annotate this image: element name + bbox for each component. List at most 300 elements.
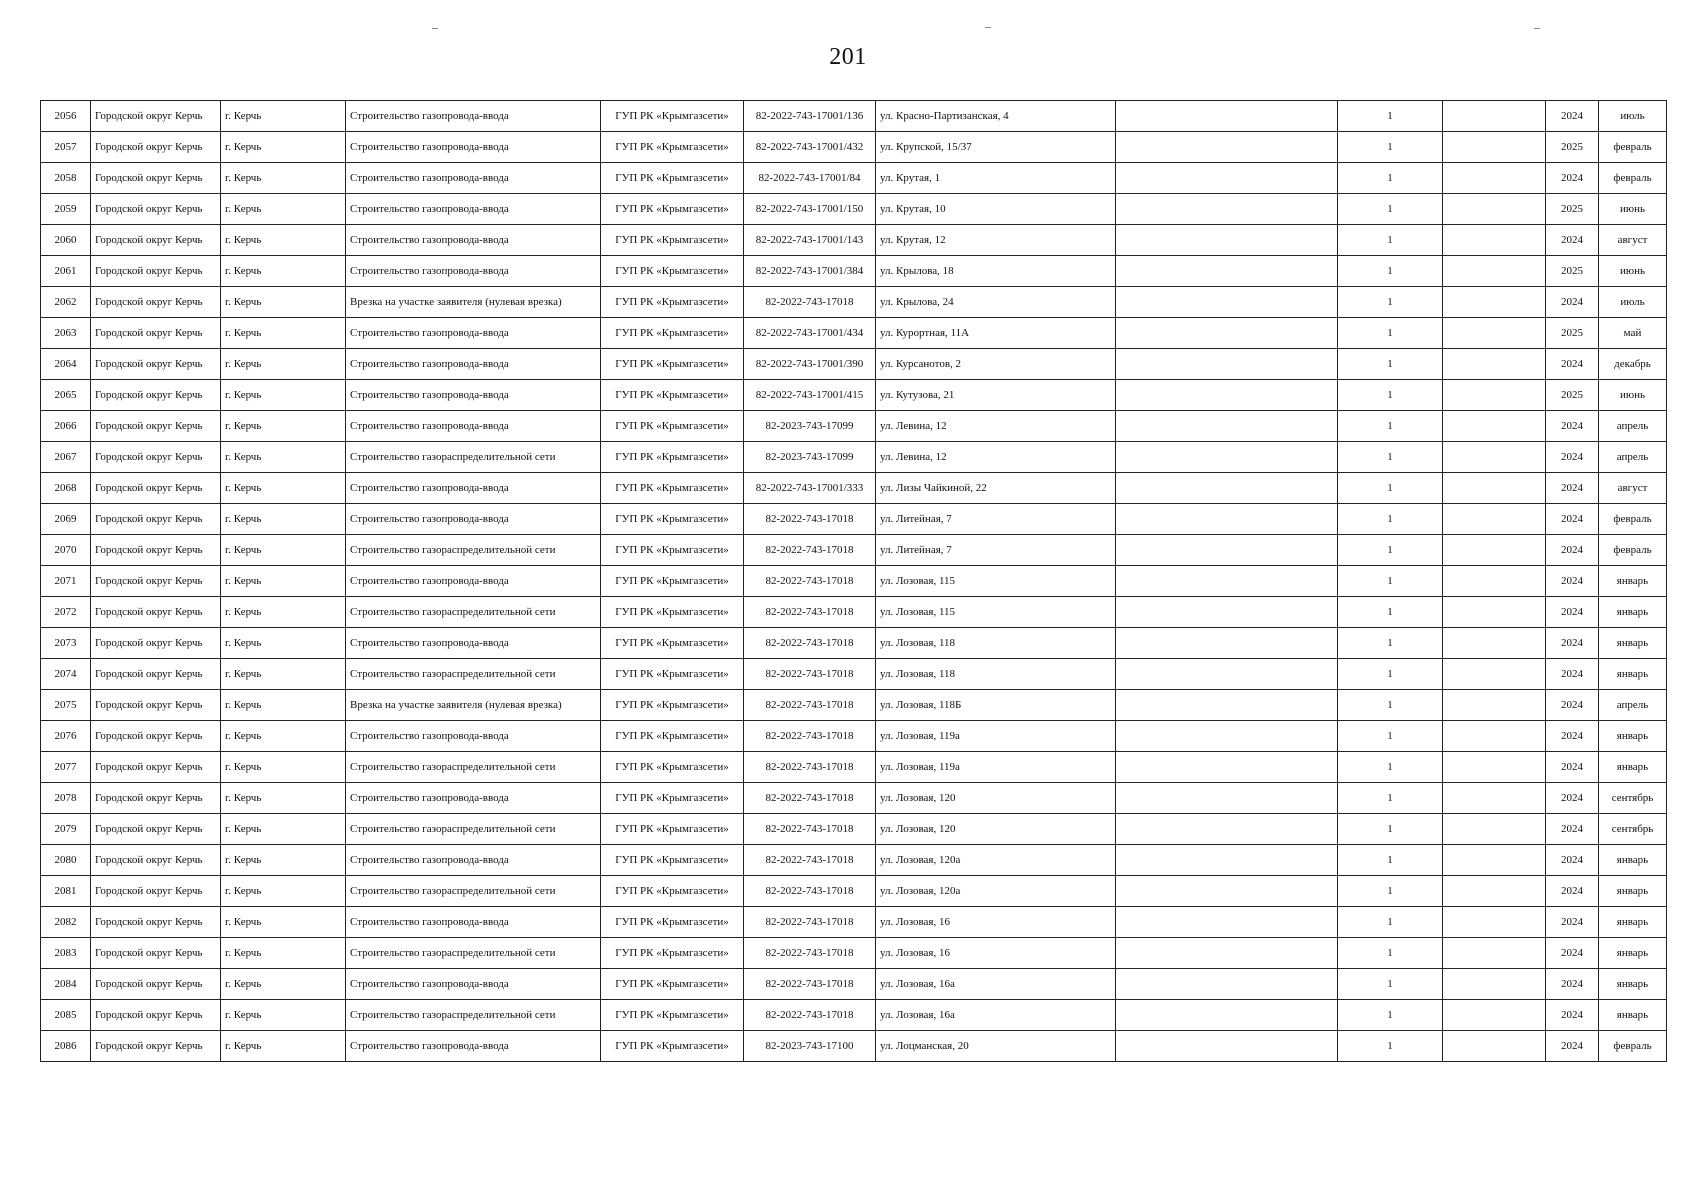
- city-cell: г. Керчь: [221, 504, 346, 535]
- address-cell: ул. Лозовая, 16: [876, 907, 1116, 938]
- organization-cell: ГУП РК «Крымгазсети»: [601, 101, 744, 132]
- row-number: 2085: [41, 1000, 91, 1031]
- month-cell: январь: [1599, 597, 1667, 628]
- quantity-cell: 1: [1338, 690, 1443, 721]
- work-type-cell: Строительство газопровода-ввода: [346, 969, 601, 1000]
- month-cell: август: [1599, 225, 1667, 256]
- quantity-cell: 1: [1338, 504, 1443, 535]
- blank-cell: [1116, 287, 1338, 318]
- organization-cell: ГУП РК «Крымгазсети»: [601, 1000, 744, 1031]
- city-cell: г. Керчь: [221, 876, 346, 907]
- row-number: 2064: [41, 349, 91, 380]
- blank-cell: [1443, 597, 1546, 628]
- blank-cell: [1443, 907, 1546, 938]
- work-type-cell: Строительство газораспределительной сети: [346, 1000, 601, 1031]
- tech-conditions-cell: 82-2022-743-17018: [744, 969, 876, 1000]
- year-cell: 2024: [1546, 659, 1599, 690]
- year-cell: 2024: [1546, 473, 1599, 504]
- city-cell: г. Керчь: [221, 349, 346, 380]
- month-cell: январь: [1599, 566, 1667, 597]
- municipality-cell: Городской округ Керчь: [91, 969, 221, 1000]
- blank-cell: [1443, 659, 1546, 690]
- address-cell: ул. Лизы Чайкиной, 22: [876, 473, 1116, 504]
- municipality-cell: Городской округ Керчь: [91, 194, 221, 225]
- quantity-cell: 1: [1338, 411, 1443, 442]
- address-cell: ул. Лозовая, 115: [876, 597, 1116, 628]
- organization-cell: ГУП РК «Крымгазсети»: [601, 132, 744, 163]
- blank-cell: [1116, 1000, 1338, 1031]
- address-cell: ул. Лозовая, 16: [876, 938, 1116, 969]
- blank-cell: [1443, 287, 1546, 318]
- year-cell: 2024: [1546, 504, 1599, 535]
- work-type-cell: Врезка на участке заявителя (нулевая врезка): [346, 287, 601, 318]
- address-cell: ул. Курсанотов, 2: [876, 349, 1116, 380]
- row-number: 2072: [41, 597, 91, 628]
- work-type-cell: Строительство газораспределительной сети: [346, 752, 601, 783]
- organization-cell: ГУП РК «Крымгазсети»: [601, 659, 744, 690]
- city-cell: г. Керчь: [221, 597, 346, 628]
- address-cell: ул. Крупской, 15/37: [876, 132, 1116, 163]
- address-cell: ул. Литейная, 7: [876, 535, 1116, 566]
- address-cell: ул. Лозовая, 120: [876, 783, 1116, 814]
- table-row: [41, 876, 1667, 907]
- blank-cell: [1116, 907, 1338, 938]
- tech-conditions-cell: 82-2022-743-17018: [744, 721, 876, 752]
- municipality-cell: Городской округ Керчь: [91, 411, 221, 442]
- quantity-cell: 1: [1338, 287, 1443, 318]
- year-cell: 2024: [1546, 597, 1599, 628]
- address-cell: ул. Лозовая, 119а: [876, 721, 1116, 752]
- tech-conditions-cell: 82-2022-743-17001/136: [744, 101, 876, 132]
- year-cell: 2024: [1546, 907, 1599, 938]
- quantity-cell: 1: [1338, 318, 1443, 349]
- blank-cell: [1443, 845, 1546, 876]
- row-number: 2066: [41, 411, 91, 442]
- row-number: 2082: [41, 907, 91, 938]
- work-type-cell: Строительство газораспределительной сети: [346, 442, 601, 473]
- tech-conditions-cell: 82-2022-743-17018: [744, 1000, 876, 1031]
- tech-conditions-cell: 82-2022-743-17018: [744, 597, 876, 628]
- address-cell: ул. Крутая, 10: [876, 194, 1116, 225]
- city-cell: г. Керчь: [221, 1031, 346, 1062]
- year-cell: 2025: [1546, 194, 1599, 225]
- municipality-cell: Городской округ Керчь: [91, 349, 221, 380]
- work-type-cell: Строительство газопровода-ввода: [346, 473, 601, 504]
- address-cell: ул. Левина, 12: [876, 442, 1116, 473]
- municipality-cell: Городской округ Керчь: [91, 814, 221, 845]
- month-cell: январь: [1599, 659, 1667, 690]
- organization-cell: ГУП РК «Крымгазсети»: [601, 1031, 744, 1062]
- month-cell: август: [1599, 473, 1667, 504]
- blank-cell: [1443, 969, 1546, 1000]
- address-cell: ул. Кутузова, 21: [876, 380, 1116, 411]
- row-number: 2081: [41, 876, 91, 907]
- quantity-cell: 1: [1338, 349, 1443, 380]
- address-cell: ул. Литейная, 7: [876, 504, 1116, 535]
- quantity-cell: 1: [1338, 969, 1443, 1000]
- blank-cell: [1116, 163, 1338, 194]
- blank-cell: [1116, 411, 1338, 442]
- month-cell: апрель: [1599, 442, 1667, 473]
- row-number: 2071: [41, 566, 91, 597]
- table-row: [41, 163, 1667, 194]
- row-number: 2060: [41, 225, 91, 256]
- tech-conditions-cell: 82-2022-743-17001/84: [744, 163, 876, 194]
- work-type-cell: Строительство газопровода-ввода: [346, 721, 601, 752]
- month-cell: февраль: [1599, 504, 1667, 535]
- work-type-cell: Строительство газопровода-ввода: [346, 194, 601, 225]
- organization-cell: ГУП РК «Крымгазсети»: [601, 597, 744, 628]
- row-number: 2058: [41, 163, 91, 194]
- table-row: [41, 1000, 1667, 1031]
- organization-cell: ГУП РК «Крымгазсети»: [601, 504, 744, 535]
- blank-cell: [1443, 535, 1546, 566]
- blank-cell: [1443, 163, 1546, 194]
- quantity-cell: 1: [1338, 442, 1443, 473]
- quantity-cell: 1: [1338, 473, 1443, 504]
- blank-cell: [1116, 752, 1338, 783]
- blank-cell: [1116, 814, 1338, 845]
- city-cell: г. Керчь: [221, 845, 346, 876]
- work-type-cell: Строительство газопровода-ввода: [346, 163, 601, 194]
- row-number: 2059: [41, 194, 91, 225]
- organization-cell: ГУП РК «Крымгазсети»: [601, 194, 744, 225]
- organization-cell: ГУП РК «Крымгазсети»: [601, 783, 744, 814]
- work-type-cell: Строительство газораспределительной сети: [346, 814, 601, 845]
- organization-cell: ГУП РК «Крымгазсети»: [601, 938, 744, 969]
- table-row: [41, 504, 1667, 535]
- year-cell: 2024: [1546, 349, 1599, 380]
- work-type-cell: Строительство газопровода-ввода: [346, 907, 601, 938]
- row-number: 2078: [41, 783, 91, 814]
- year-cell: 2024: [1546, 845, 1599, 876]
- quantity-cell: 1: [1338, 783, 1443, 814]
- blank-cell: [1116, 473, 1338, 504]
- row-number: 2079: [41, 814, 91, 845]
- table-row: [41, 132, 1667, 163]
- year-cell: 2024: [1546, 442, 1599, 473]
- blank-cell: [1443, 318, 1546, 349]
- table-row: [41, 101, 1667, 132]
- blank-cell: [1443, 721, 1546, 752]
- blank-cell: [1443, 814, 1546, 845]
- month-cell: январь: [1599, 938, 1667, 969]
- year-cell: 2024: [1546, 101, 1599, 132]
- tech-conditions-cell: 82-2022-743-17001/384: [744, 256, 876, 287]
- year-cell: 2024: [1546, 287, 1599, 318]
- quantity-cell: 1: [1338, 814, 1443, 845]
- organization-cell: ГУП РК «Крымгазсети»: [601, 907, 744, 938]
- organization-cell: ГУП РК «Крымгазсети»: [601, 287, 744, 318]
- scan-mark: [985, 27, 991, 28]
- organization-cell: ГУП РК «Крымгазсети»: [601, 876, 744, 907]
- scan-mark: [432, 28, 438, 29]
- table-row: [41, 969, 1667, 1000]
- row-number: 2074: [41, 659, 91, 690]
- blank-cell: [1116, 194, 1338, 225]
- tech-conditions-cell: 82-2022-743-17018: [744, 659, 876, 690]
- city-cell: г. Керчь: [221, 225, 346, 256]
- address-cell: ул. Крутая, 12: [876, 225, 1116, 256]
- year-cell: 2024: [1546, 535, 1599, 566]
- tech-conditions-cell: 82-2022-743-17018: [744, 535, 876, 566]
- work-type-cell: Строительство газопровода-ввода: [346, 411, 601, 442]
- tech-conditions-cell: 82-2022-743-17001/390: [744, 349, 876, 380]
- year-cell: 2024: [1546, 938, 1599, 969]
- row-number: 2068: [41, 473, 91, 504]
- quantity-cell: 1: [1338, 256, 1443, 287]
- tech-conditions-cell: 82-2022-743-17018: [744, 287, 876, 318]
- row-number: 2070: [41, 535, 91, 566]
- table-row: [41, 535, 1667, 566]
- tech-conditions-cell: 82-2023-743-17099: [744, 442, 876, 473]
- quantity-cell: 1: [1338, 101, 1443, 132]
- city-cell: г. Керчь: [221, 287, 346, 318]
- work-type-cell: Строительство газопровода-ввода: [346, 101, 601, 132]
- year-cell: 2024: [1546, 411, 1599, 442]
- table-row: [41, 380, 1667, 411]
- month-cell: апрель: [1599, 690, 1667, 721]
- work-type-cell: Строительство газопровода-ввода: [346, 132, 601, 163]
- work-type-cell: Строительство газопровода-ввода: [346, 1031, 601, 1062]
- organization-cell: ГУП РК «Крымгазсети»: [601, 566, 744, 597]
- municipality-cell: Городской округ Керчь: [91, 535, 221, 566]
- city-cell: г. Керчь: [221, 566, 346, 597]
- organization-cell: ГУП РК «Крымгазсети»: [601, 256, 744, 287]
- municipality-cell: Городской округ Керчь: [91, 225, 221, 256]
- blank-cell: [1116, 225, 1338, 256]
- address-cell: ул. Крылова, 18: [876, 256, 1116, 287]
- table-row: [41, 287, 1667, 318]
- year-cell: 2024: [1546, 783, 1599, 814]
- tech-conditions-cell: 82-2022-743-17018: [744, 814, 876, 845]
- address-cell: ул. Лозовая, 118: [876, 628, 1116, 659]
- row-number: 2076: [41, 721, 91, 752]
- organization-cell: ГУП РК «Крымгазсети»: [601, 318, 744, 349]
- month-cell: февраль: [1599, 1031, 1667, 1062]
- year-cell: 2024: [1546, 628, 1599, 659]
- scan-mark: [1534, 28, 1540, 29]
- month-cell: январь: [1599, 1000, 1667, 1031]
- tech-conditions-cell: 82-2022-743-17001/434: [744, 318, 876, 349]
- quantity-cell: 1: [1338, 225, 1443, 256]
- municipality-cell: Городской округ Керчь: [91, 752, 221, 783]
- address-cell: ул. Лозовая, 118Б: [876, 690, 1116, 721]
- quantity-cell: 1: [1338, 938, 1443, 969]
- table-row: [41, 597, 1667, 628]
- blank-cell: [1116, 721, 1338, 752]
- row-number: 2077: [41, 752, 91, 783]
- work-type-cell: Строительство газопровода-ввода: [346, 256, 601, 287]
- work-type-cell: Врезка на участке заявителя (нулевая врезка): [346, 690, 601, 721]
- address-cell: ул. Лозовая, 115: [876, 566, 1116, 597]
- tech-conditions-cell: 82-2023-743-17099: [744, 411, 876, 442]
- table-row: [41, 194, 1667, 225]
- blank-cell: [1116, 256, 1338, 287]
- year-cell: 2024: [1546, 566, 1599, 597]
- blank-cell: [1443, 101, 1546, 132]
- tech-conditions-cell: 82-2022-743-17001/143: [744, 225, 876, 256]
- municipality-cell: Городской округ Керчь: [91, 473, 221, 504]
- municipality-cell: Городской округ Керчь: [91, 101, 221, 132]
- address-cell: ул. Лозовая, 16а: [876, 969, 1116, 1000]
- blank-cell: [1116, 876, 1338, 907]
- quantity-cell: 1: [1338, 1000, 1443, 1031]
- blank-cell: [1116, 380, 1338, 411]
- municipality-cell: Городской округ Керчь: [91, 876, 221, 907]
- quantity-cell: 1: [1338, 721, 1443, 752]
- municipality-cell: Городской округ Керчь: [91, 132, 221, 163]
- quantity-cell: 1: [1338, 659, 1443, 690]
- address-cell: ул. Крылова, 24: [876, 287, 1116, 318]
- month-cell: июнь: [1599, 194, 1667, 225]
- quantity-cell: 1: [1338, 597, 1443, 628]
- organization-cell: ГУП РК «Крымгазсети»: [601, 163, 744, 194]
- city-cell: г. Керчь: [221, 132, 346, 163]
- municipality-cell: Городской округ Керчь: [91, 690, 221, 721]
- tech-conditions-cell: 82-2023-743-17100: [744, 1031, 876, 1062]
- table-row: [41, 225, 1667, 256]
- city-cell: г. Керчь: [221, 442, 346, 473]
- municipality-cell: Городской округ Керчь: [91, 721, 221, 752]
- year-cell: 2024: [1546, 163, 1599, 194]
- blank-cell: [1443, 1000, 1546, 1031]
- table-row: [41, 473, 1667, 504]
- month-cell: июнь: [1599, 256, 1667, 287]
- quantity-cell: 1: [1338, 566, 1443, 597]
- row-number: 2073: [41, 628, 91, 659]
- address-cell: ул. Лозовая, 119а: [876, 752, 1116, 783]
- municipality-cell: Городской округ Керчь: [91, 442, 221, 473]
- organization-cell: ГУП РК «Крымгазсети»: [601, 969, 744, 1000]
- blank-cell: [1443, 752, 1546, 783]
- year-cell: 2024: [1546, 876, 1599, 907]
- blank-cell: [1116, 969, 1338, 1000]
- tech-conditions-cell: 82-2022-743-17018: [744, 907, 876, 938]
- address-cell: ул. Лозовая, 118: [876, 659, 1116, 690]
- work-type-cell: Строительство газопровода-ввода: [346, 380, 601, 411]
- address-cell: ул. Красно-Партизанская, 4: [876, 101, 1116, 132]
- municipality-cell: Городской округ Керчь: [91, 659, 221, 690]
- year-cell: 2024: [1546, 225, 1599, 256]
- month-cell: январь: [1599, 752, 1667, 783]
- blank-cell: [1443, 690, 1546, 721]
- quantity-cell: 1: [1338, 132, 1443, 163]
- year-cell: 2025: [1546, 318, 1599, 349]
- city-cell: г. Керчь: [221, 1000, 346, 1031]
- row-number: 2083: [41, 938, 91, 969]
- city-cell: г. Керчь: [221, 690, 346, 721]
- month-cell: январь: [1599, 845, 1667, 876]
- month-cell: январь: [1599, 721, 1667, 752]
- city-cell: г. Керчь: [221, 969, 346, 1000]
- quantity-cell: 1: [1338, 907, 1443, 938]
- work-type-cell: Строительство газораспределительной сети: [346, 876, 601, 907]
- tech-conditions-cell: 82-2022-743-17018: [744, 690, 876, 721]
- quantity-cell: 1: [1338, 194, 1443, 225]
- quantity-cell: 1: [1338, 535, 1443, 566]
- blank-cell: [1116, 442, 1338, 473]
- table-row: [41, 752, 1667, 783]
- work-type-cell: Строительство газораспределительной сети: [346, 597, 601, 628]
- blank-cell: [1443, 473, 1546, 504]
- city-cell: г. Керчь: [221, 628, 346, 659]
- organization-cell: ГУП РК «Крымгазсети»: [601, 752, 744, 783]
- blank-cell: [1116, 938, 1338, 969]
- tech-conditions-cell: 82-2022-743-17018: [744, 752, 876, 783]
- blank-cell: [1116, 566, 1338, 597]
- city-cell: г. Керчь: [221, 721, 346, 752]
- year-cell: 2024: [1546, 690, 1599, 721]
- month-cell: май: [1599, 318, 1667, 349]
- organization-cell: ГУП РК «Крымгазсети»: [601, 411, 744, 442]
- organization-cell: ГУП РК «Крымгазсети»: [601, 628, 744, 659]
- municipality-cell: Городской округ Керчь: [91, 566, 221, 597]
- table-row: [41, 845, 1667, 876]
- year-cell: 2024: [1546, 1000, 1599, 1031]
- blank-cell: [1116, 659, 1338, 690]
- table-row: [41, 721, 1667, 752]
- address-cell: ул. Левина, 12: [876, 411, 1116, 442]
- work-type-cell: Строительство газораспределительной сети: [346, 535, 601, 566]
- city-cell: г. Керчь: [221, 411, 346, 442]
- city-cell: г. Керчь: [221, 473, 346, 504]
- blank-cell: [1116, 504, 1338, 535]
- blank-cell: [1443, 411, 1546, 442]
- tech-conditions-cell: 82-2022-743-17018: [744, 876, 876, 907]
- table-row: [41, 907, 1667, 938]
- municipality-cell: Городской округ Керчь: [91, 1000, 221, 1031]
- row-number: 2080: [41, 845, 91, 876]
- month-cell: январь: [1599, 907, 1667, 938]
- quantity-cell: 1: [1338, 1031, 1443, 1062]
- work-type-cell: Строительство газопровода-ввода: [346, 566, 601, 597]
- municipality-cell: Городской округ Керчь: [91, 597, 221, 628]
- table-row: [41, 442, 1667, 473]
- work-type-cell: Строительство газопровода-ввода: [346, 504, 601, 535]
- quantity-cell: 1: [1338, 380, 1443, 411]
- month-cell: февраль: [1599, 163, 1667, 194]
- municipality-cell: Городской округ Керчь: [91, 907, 221, 938]
- blank-cell: [1443, 876, 1546, 907]
- month-cell: сентябрь: [1599, 783, 1667, 814]
- blank-cell: [1116, 690, 1338, 721]
- municipality-cell: Городской округ Керчь: [91, 938, 221, 969]
- blank-cell: [1443, 194, 1546, 225]
- city-cell: г. Керчь: [221, 907, 346, 938]
- year-cell: 2025: [1546, 132, 1599, 163]
- table-row: [41, 256, 1667, 287]
- blank-cell: [1443, 566, 1546, 597]
- year-cell: 2024: [1546, 1031, 1599, 1062]
- row-number: 2075: [41, 690, 91, 721]
- blank-cell: [1116, 628, 1338, 659]
- row-number: 2086: [41, 1031, 91, 1062]
- organization-cell: ГУП РК «Крымгазсети»: [601, 845, 744, 876]
- municipality-cell: Городской округ Керчь: [91, 628, 221, 659]
- month-cell: февраль: [1599, 535, 1667, 566]
- blank-cell: [1116, 845, 1338, 876]
- month-cell: февраль: [1599, 132, 1667, 163]
- table-row: [41, 783, 1667, 814]
- blank-cell: [1116, 132, 1338, 163]
- year-cell: 2024: [1546, 721, 1599, 752]
- row-number: 2061: [41, 256, 91, 287]
- row-number: 2084: [41, 969, 91, 1000]
- organization-cell: ГУП РК «Крымгазсети»: [601, 380, 744, 411]
- organization-cell: ГУП РК «Крымгазсети»: [601, 721, 744, 752]
- work-type-cell: Строительство газопровода-ввода: [346, 349, 601, 380]
